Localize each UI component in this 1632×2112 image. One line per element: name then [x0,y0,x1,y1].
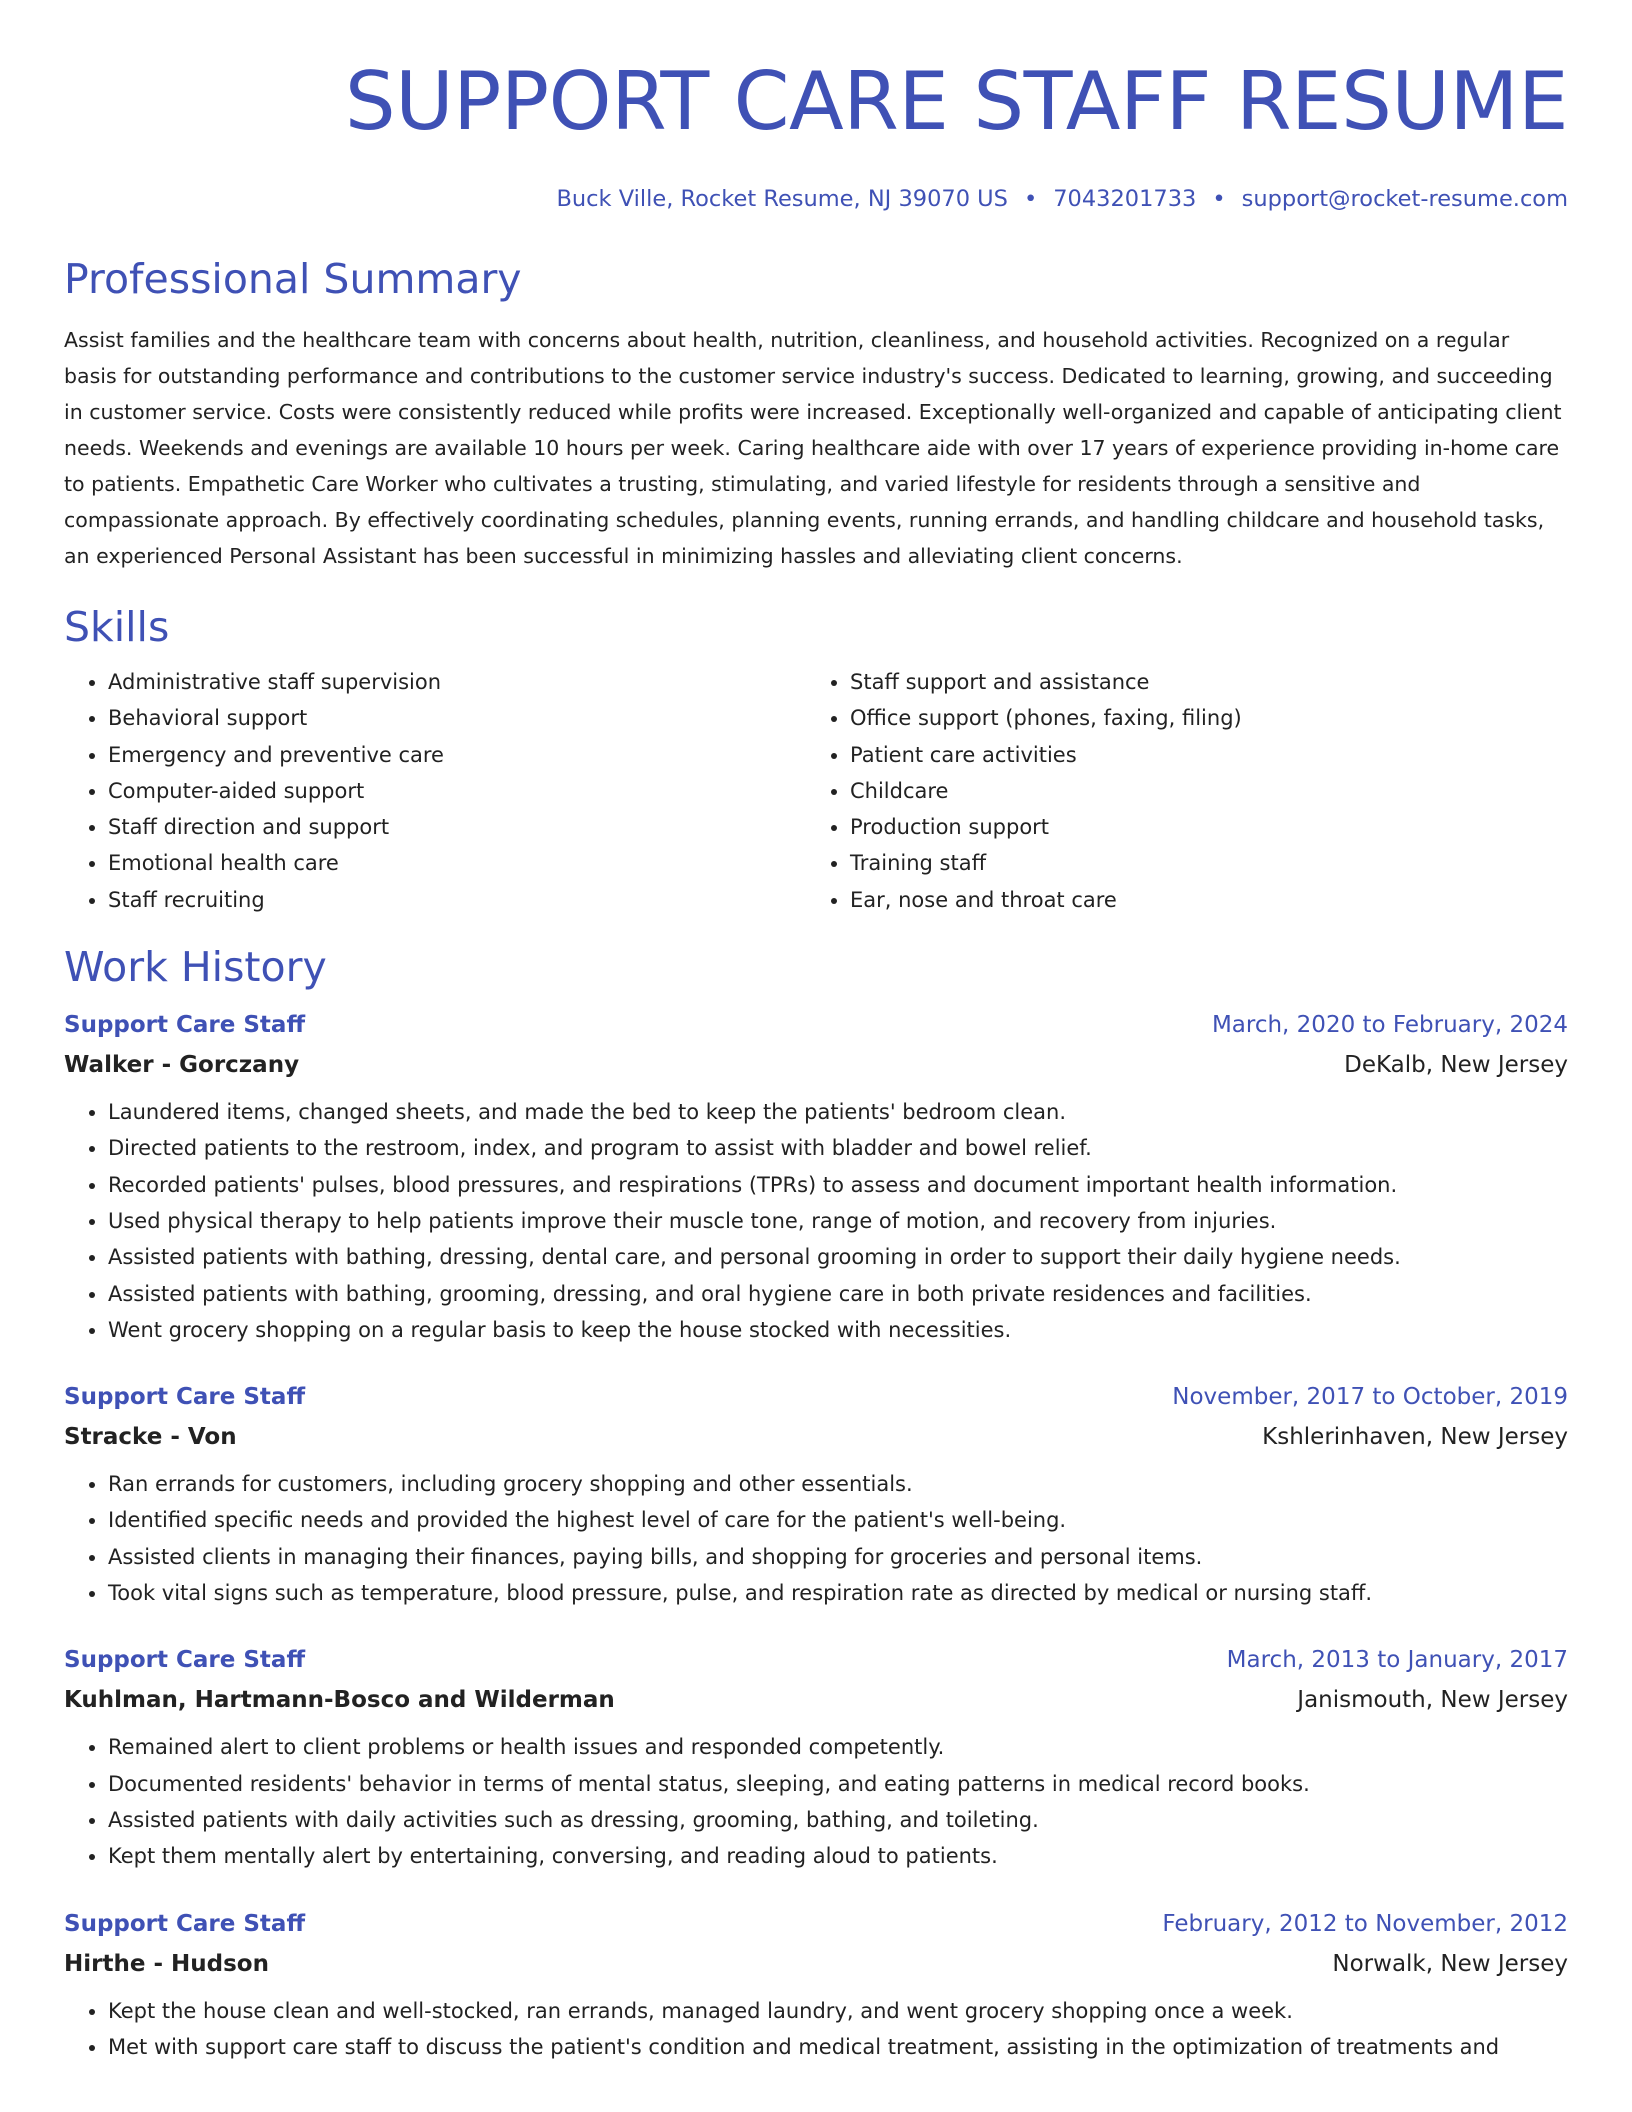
job-company: Walker - Gorczany [64,1052,300,1079]
job-bullet: • Directed patients to the restroom, index, and program to assist with bladder and bowel relief. [108,1130,1568,1166]
skill-item: • Staff recruiting [108,882,806,918]
skills-heading: Skills [64,603,170,651]
job-location: Kshlerinhaven, New Jersey [1262,1424,1568,1451]
contact-email[interactable]: support@rocket-resume.com [1241,186,1568,212]
job-header-row [64,1382,1568,1412]
job-bullet: • Used physical therapy to help patients improve their muscle tone, range of motion, and recovery from injuries. [108,1203,1568,1239]
job-entry [64,1382,1568,1611]
job-role: Support Care Staff [64,1384,306,1411]
job-dates: November, 2017 to October, 2019 [1172,1384,1568,1411]
job-company: Hirthe - Hudson [64,1950,269,1977]
skill-item: • Childcare [850,773,1548,809]
job-entry [64,1645,1568,1874]
contact-line [64,184,1568,214]
job-bullets [64,1466,1568,1611]
job-dates: March, 2020 to February, 2024 [1211,1012,1568,1039]
skill-item: • Behavioral support [108,700,806,736]
job-bullet: • Assisted patients with daily activities such as dressing, grooming, bathing, and toileting. [108,1802,1568,1838]
job-bullets [64,1993,1568,2066]
skill-item: • Training staff [850,845,1548,881]
job-header-row [64,1010,1568,1040]
job-company-row [64,1412,1568,1452]
skill-item: • Ear, nose and throat care [850,882,1548,918]
skill-item: • Staff support and assistance [850,664,1548,700]
skill-item: • Production support [850,809,1548,845]
job-bullet: • Went grocery shopping on a regular basis to keep the house stocked with necessities. [108,1312,1568,1348]
job-role: Support Care Staff [64,1647,306,1674]
summary-heading: Professional Summary [64,255,522,303]
skills-column-left [64,664,806,918]
skill-item: • Computer-aided support [108,773,806,809]
skill-item: • Patient care activities [850,737,1548,773]
job-company: Stracke - Von [64,1424,237,1451]
job-location: Norwalk, New Jersey [1332,1950,1568,1977]
resume-header [64,0,1568,214]
job-location: DeKalb, New Jersey [1344,1052,1568,1079]
job-company: Kuhlman, Hartmann-Bosco and Wilderman [64,1687,615,1714]
job-bullets [64,1729,1568,1874]
contact-separator: • [1212,186,1226,212]
job-bullet: • Assisted clients in managing their finances, paying bills, and shopping for groceries and personal items. [108,1539,1568,1575]
job-header-row [64,1909,1568,1939]
job-bullet: • Laundered items, changed sheets, and made the bed to keep the patients' bedroom clean. [108,1094,1568,1130]
job-entry [64,1909,1568,2066]
job-role: Support Care Staff [64,1012,306,1039]
job-entry [64,1010,1568,1348]
job-bullet: • Remained alert to client problems or health issues and responded competently. [108,1729,1568,1765]
skill-item: • Emotional health care [108,845,806,881]
job-bullet: • Kept the house clean and well-stocked, ran errands, managed laundry, and went grocery shopping once a week. [108,1993,1568,2029]
skill-item: • Administrative staff supervision [108,664,806,700]
skills-list [64,664,1568,918]
summary-text: Assist families and the healthcare team with concerns about health, nutrition, cleanliness, and household activities. Recognized on a regular basis for outstanding performance and contributions to the customer service industry's success. Dedicated to learning, growing, and succeeding in customer service. Costs were consistently reduced while profits were increased. Exceptionally well-organized and capable of anticipating client needs. Weekends and evenings are available 10 hours per week. Caring healthcare aide with over 17 years of experience providing in-home care to patients. Empathetic Care Worker who cultivates a trusting, stimulating, and varied lifestyle for residents through a sensitive and compassionate approach. By effectively coordinating schedules, planning events, running errands, and handling childcare and household tasks, an experienced Personal Assistant has been successful in minimizing hassles and alleviating client concerns. [64,328,1562,568]
work-history-heading: Work History [64,943,327,992]
job-dates: February, 2012 to November, 2012 [1162,1910,1568,1937]
job-bullet: • Met with support care staff to discuss the patient's condition and medical treatment, assisting in the optimization of treatments and [108,2029,1568,2065]
job-bullet: • Assisted patients with bathing, grooming, dressing, and oral hygiene care in both private residences and facilities. [108,1276,1568,1312]
job-bullet: • Documented residents' behavior in terms of mental status, sleeping, and eating patterns in medical record books. [108,1766,1568,1802]
job-header-row [64,1645,1568,1675]
job-company-row [64,1939,1568,1979]
job-dates: March, 2013 to January, 2017 [1226,1647,1568,1674]
job-role: Support Care Staff [64,1910,306,1937]
contact-separator: • [1023,186,1038,212]
job-company-row [64,1040,1568,1080]
skill-item: • Staff direction and support [108,809,806,845]
job-bullet: • Assisted patients with bathing, dressing, dental care, and personal grooming in order to support their daily hygiene needs. [108,1239,1568,1275]
resume-title: SUPPORT CARE STAFF RESUME [344,55,1568,148]
job-bullet: • Took vital signs such as temperature, blood pressure, pulse, and respiration rate as directed by medical or nursing staff. [108,1575,1568,1611]
job-company-row [64,1675,1568,1715]
skill-item: • Emergency and preventive care [108,737,806,773]
job-bullet: • Recorded patients' pulses, blood pressures, and respirations (TPRs) to assess and document important health information. [108,1167,1568,1203]
job-bullet: • Identified specific needs and provided the highest level of care for the patient's well-being. [108,1502,1568,1538]
contact-address: Buck Ville, Rocket Resume, NJ 39070 US [556,186,1008,212]
skill-item: • Office support (phones, faxing, filing) [850,700,1548,736]
job-bullet: • Ran errands for customers, including grocery shopping and other essentials. [108,1466,1568,1502]
job-location: Janismouth, New Jersey [1297,1687,1568,1714]
job-bullets [64,1094,1568,1348]
job-bullet: • Kept them mentally alert by entertaining, conversing, and reading aloud to patients. [108,1838,1568,1874]
skills-column-right [806,664,1548,918]
contact-phone: 7043201733 [1053,186,1197,212]
